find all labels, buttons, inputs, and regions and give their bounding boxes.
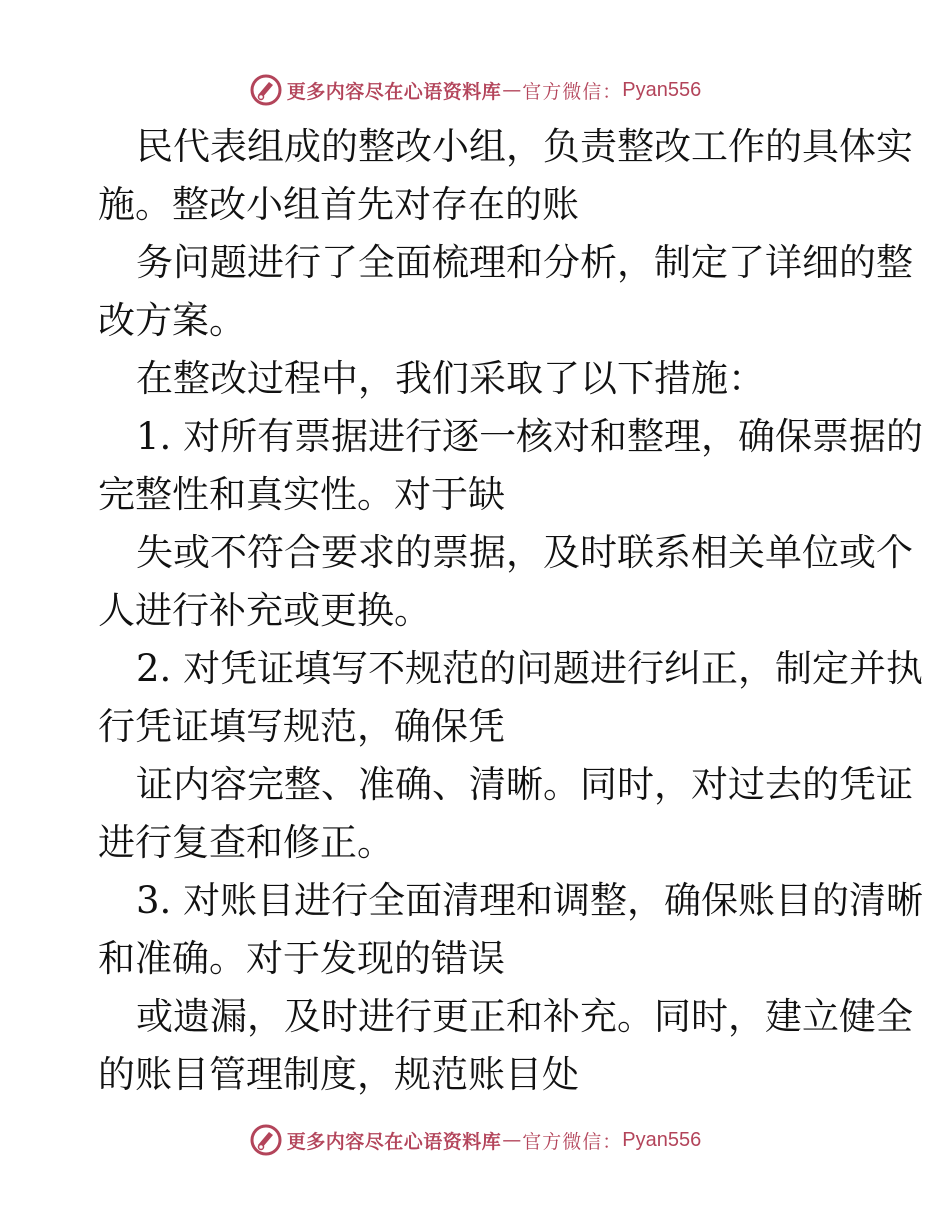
header-banner-main: 更多内容尽在心语资料库	[286, 80, 502, 103]
header-banner-dash: —	[502, 79, 522, 101]
footer-banner	[0, 1120, 950, 1160]
header-banner-wechat-label: 官方微信：	[522, 80, 623, 103]
logo-icon	[249, 1123, 283, 1157]
paragraph-line: 完整性和真实性。对于缺	[98, 473, 505, 516]
footer-banner-dash: —	[502, 1129, 522, 1151]
paragraph-line: 人进行补充或更换。	[98, 589, 431, 632]
paragraph-line: 证内容完整、准确、清晰。同时，对过去的凭证	[136, 763, 913, 806]
footer-banner-handle: Pyan556	[622, 1128, 702, 1151]
logo-icon	[249, 73, 283, 107]
header-banner	[0, 70, 950, 110]
footer-banner-wechat-label: 官方微信：	[522, 1130, 623, 1153]
paragraph-line: 或遗漏，及时进行更正和补充。同时，建立健全	[136, 995, 913, 1038]
paragraph-line: 失或不符合要求的票据，及时联系相关单位或个	[136, 531, 913, 574]
paragraph-line: 2. 对凭证填写不规范的问题进行纠正，制定并执	[136, 647, 924, 690]
paragraph-line: 务问题进行了全面梳理和分析，制定了详细的整	[136, 241, 913, 284]
paragraph-line: 进行复查和修正。	[98, 821, 394, 864]
paragraph-line: 行凭证填写规范，确保凭	[98, 705, 505, 748]
paragraph-line: 和准确。对于发现的错误	[98, 937, 505, 980]
paragraph-line: 的账目管理制度，规范账目处	[98, 1053, 579, 1096]
paragraph-line: 1. 对所有票据进行逐一核对和整理，确保票据的	[136, 415, 924, 458]
footer-banner-main: 更多内容尽在心语资料库	[286, 1130, 502, 1153]
paragraph-line: 施。整改小组首先对存在的账	[98, 183, 579, 226]
header-banner-handle: Pyan556	[622, 78, 702, 101]
paragraph-line: 改方案。	[98, 299, 246, 342]
paragraph-line: 在整改过程中，我们采取了以下措施：	[136, 357, 765, 400]
paragraph-line: 民代表组成的整改小组，负责整改工作的具体实	[136, 125, 913, 168]
paragraph-line: 3. 对账目进行全面清理和调整，确保账目的清晰	[136, 879, 924, 922]
